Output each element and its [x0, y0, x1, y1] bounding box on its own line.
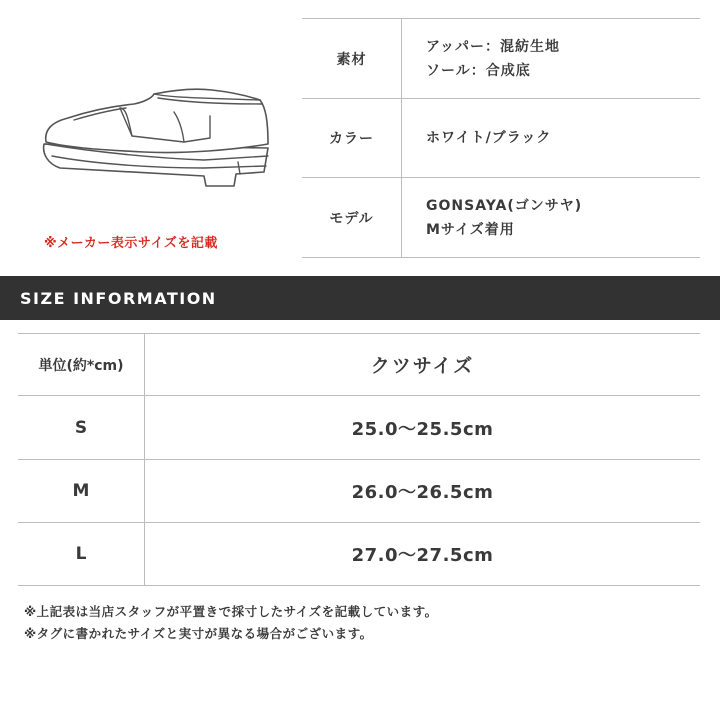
size-value: 25.0〜25.5cm: [351, 418, 494, 440]
size-table-header: [18, 334, 700, 396]
unit-header: 単位(約*cm): [18, 334, 145, 395]
spec-value-line: GONSAYA(ゴンサヤ): [426, 197, 583, 214]
table-row: [18, 523, 700, 586]
spec-row-material: [302, 19, 700, 99]
size-label: L: [18, 523, 145, 585]
spec-value: [402, 178, 700, 257]
table-row: [18, 460, 700, 523]
spec-label: モデル: [302, 178, 402, 257]
loafer-illustration: [34, 78, 278, 188]
size-information-header: [0, 276, 720, 320]
shoe-size-header: クツサイズ: [370, 355, 475, 377]
table-row: [18, 396, 700, 460]
size-label: M: [18, 460, 145, 522]
spec-value-line: ソール：合成底: [426, 62, 531, 79]
spec-value: [402, 19, 700, 98]
spec-label: 素材: [302, 19, 402, 98]
size-value: 27.0〜27.5cm: [351, 545, 494, 566]
measurement-notes: [24, 601, 438, 645]
note-line: ※上記表は当店スタッフが平置きで採寸したサイズを記載しています。: [24, 604, 438, 619]
spec-label: カラー: [302, 99, 402, 177]
size-table: [18, 333, 700, 586]
section-title: SIZE INFORMATION: [20, 288, 217, 308]
spec-value: [402, 99, 700, 177]
spec-value-line: Mサイズ着用: [426, 221, 515, 238]
spec-value-line: ホワイト/ブラック: [426, 130, 552, 146]
spec-row-model: [302, 178, 700, 258]
spec-row-color: [302, 99, 700, 178]
size-label: S: [18, 396, 145, 459]
maker-size-note: ※メーカー表示サイズを記載: [44, 236, 218, 251]
size-value: 26.0〜26.5cm: [351, 482, 494, 503]
spec-table: [302, 18, 700, 258]
note-line: ※タグに書かれたサイズと実寸が異なる場合がございます。: [24, 626, 373, 641]
spec-value-line: アッパー：混紡生地: [426, 38, 561, 55]
